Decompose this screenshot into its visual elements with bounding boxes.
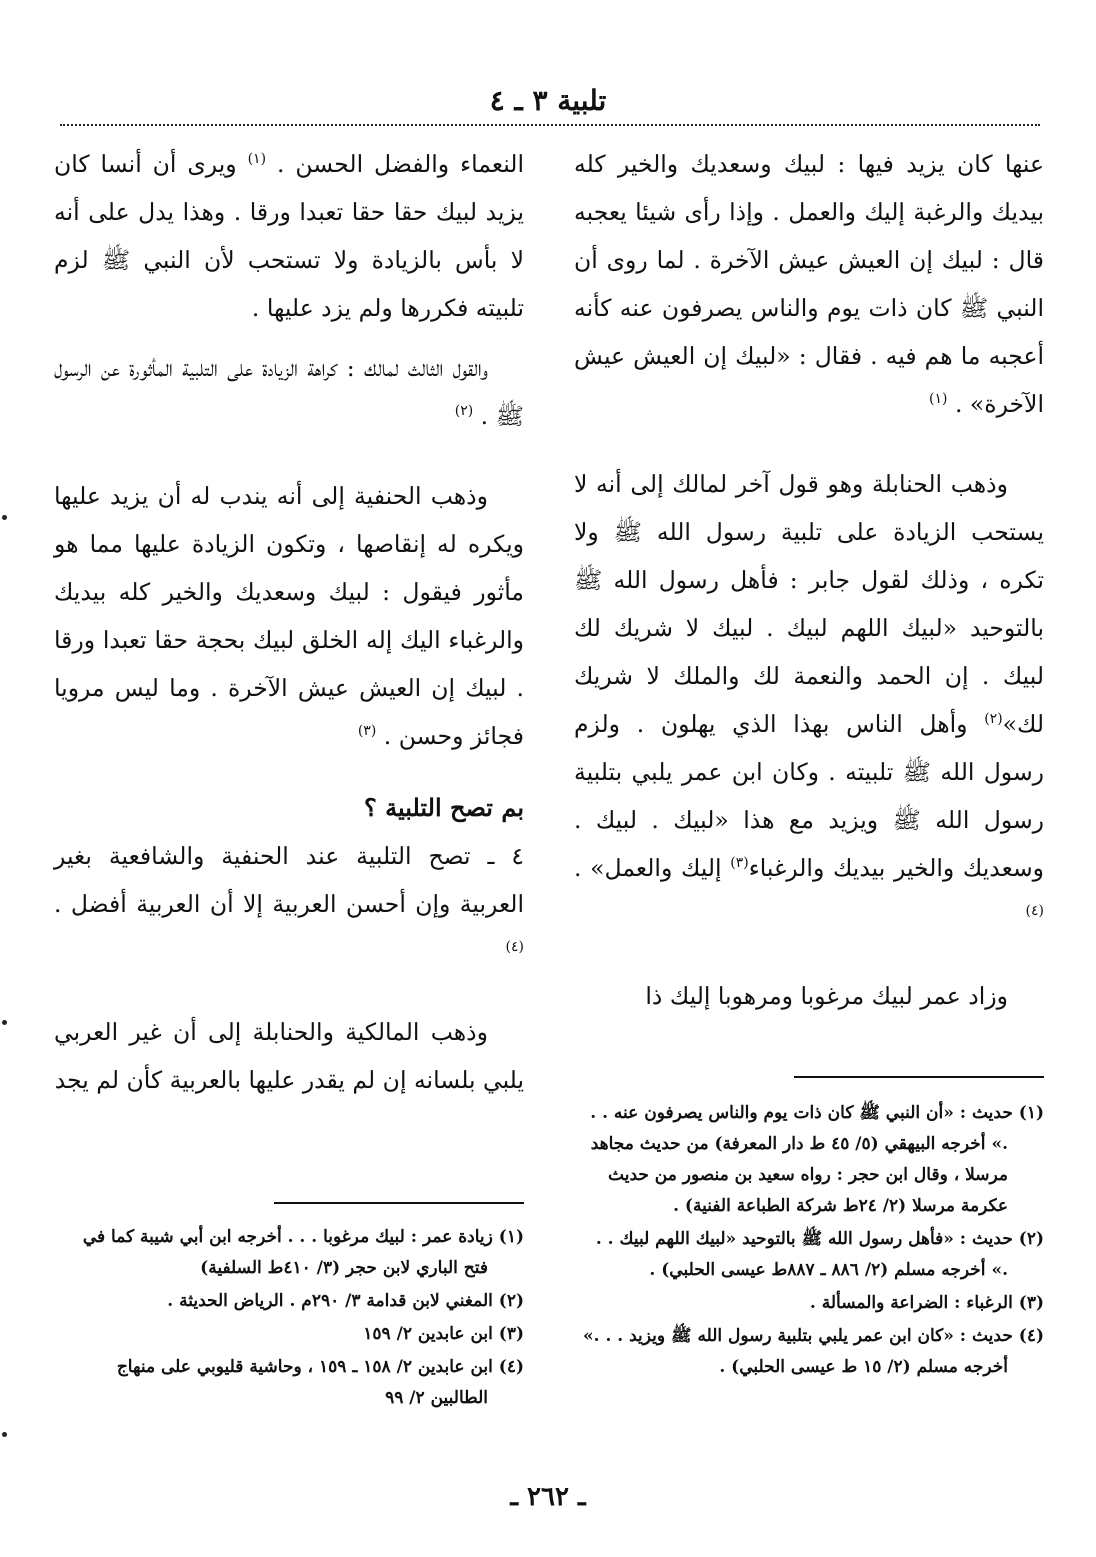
left-paragraph-3: وذهب الحنفية إلى أنه يندب له أن يزيد عليها ويكره له إنقاصها ، وتكون الزيادة عليها مما هو مأثور فيقول : لبيك وسعديك والخير كله بيديك والرغباء اليك إله الخلق لبيك بحجة حقا تعبدا ورقا . لبيك إن العيش عيش الآخرة . وما ليس مرويا فجائز وحسن . $^{(٣)}$ xyxy=(54,482,524,750)
footnotes-left xyxy=(54,1222,524,1416)
footnote-mark: (٣) xyxy=(357,723,377,740)
footnote-rule-left xyxy=(274,1202,524,1204)
header-dotted-rule xyxy=(60,124,1040,126)
page-number: ـ ٢٦٢ ـ xyxy=(510,1482,586,1512)
left-paragraph-4: ٤ ـ تصح التلبية عند الحنفية والشافعية بغير العربية وإن أحسن العربية إلا أن العربية أفضل . $^{(٤)}$ xyxy=(54,842,524,956)
footnote-item: (٢) المغني لابن قدامة ٣/ ٢٩٠م . الرياض الحديثة . xyxy=(167,1291,524,1311)
footnote-mark: (٢) xyxy=(984,711,1003,728)
right-column xyxy=(574,140,1044,1032)
left-paragraph-2: والقول الثالث لمالك : كراهة الزيادة على التلبية المأثورة عن الرسول ﷺ . $^{(٢)}$ xyxy=(54,354,524,430)
left-paragraph-1: النعماء والفضل الحسن . $^{(١)}$ ويرى أن أنسا كان يزيد لبيك حقا حقا تعبدا ورقا . وهذا يدل على أنه لا بأس بالزيادة ولا تستحب لأن النبي ﷺ لزم تلبيته فكررها ولم يزد عليها . xyxy=(54,150,524,322)
left-paragraph-5: وذهب المالكية والحنابلة إلى أن غير العربي يلبي بلسانه إن لم يقدر عليها بالعربية كأن لم يجد xyxy=(54,1018,524,1094)
footnote-item: (٢) حديث : «فأهل رسول الله ﷺ بالتوحيد «لبيك اللهم لبيك . . .» أخرجه مسلم (٢/ ٨٨٦ ـ ٨٨٧ط عيسى الحلبي) . xyxy=(595,1229,1044,1280)
page-header-title: تلبية ٣ ـ ٤ xyxy=(489,84,607,117)
right-paragraph-3: وزاد عمر لبيك مرغوبا ومرهوبا إليك ذا xyxy=(645,982,1008,1010)
footnote-item: (٤) ابن عابدين ٢/ ١٥٨ ـ ١٥٩ ، وحاشية قليوبي على منهاج الطالبين ٢/ ٩٩ xyxy=(116,1357,524,1408)
footnote-item: (٤) حديث : «كان ابن عمر يلبي بتلبية رسول الله ﷺ ويزيد . . .» أخرجه مسلم (٢/ ١٥ ط عيسى الحلبي) . xyxy=(583,1326,1044,1377)
margin-dot-mark xyxy=(2,1020,7,1025)
footnote-mark: (١) xyxy=(928,391,948,408)
footnote-mark: (٤) xyxy=(1025,903,1044,920)
footnote-mark: (١) xyxy=(247,151,267,168)
right-paragraph-1: عنها كان يزيد فيها : لبيك وسعديك والخير كله بيديك والرغبة إليك والعمل . وإذا رأى شيئا يعجبه قال : لبيك إن العيش عيش الآخرة . لما روى أن النبي ﷺ كان ذات يوم والناس يصرفون عنه كأنه أعجبه ما هم فيه . فقال : «لبيك إن العيش عيش الآخرة» . $^{(١)}$ xyxy=(574,150,1044,418)
footnote-mark: (٤) xyxy=(505,939,524,956)
left-column xyxy=(54,140,524,1116)
margin-dot-mark xyxy=(2,1432,7,1437)
footnotes-right xyxy=(574,1098,1044,1385)
right-paragraph-2: وذهب الحنابلة وهو قول آخر لمالك إلى أنه لا يستحب الزيادة على تلبية رسول الله ﷺ ولا تكره ، وذلك لقول جابر : فأهل رسول الله ﷺ بالتوحيد «لبيك اللهم لبيك . لبيك لا شريك لك لبيك . إن الحمد والنعمة لك والملك لا شريك لك»$^{(٢)}$ وأهل الناس بهذا الذي يهلون . ولزم رسول الله ﷺ تلبيته . وكان ابن عمر يلبي بتلبية رسول الله ﷺ ويزيد مع هذا «لبيك . لبيك . وسعديك والخير بيديك والرغباء$^{(٣)}$ إليك والعمل» . $^{(٤)}$ xyxy=(574,470,1044,920)
footnote-item: (١) زيادة عمر : لبيك مرغوبا . . . أخرجه ابن أبي شيبة كما في فتح الباري لابن حجر (٣/ ٤١٠ط السلفية) xyxy=(82,1227,524,1278)
footnote-item: (٣) ابن عابدين ٢/ ١٥٩ xyxy=(363,1324,524,1344)
footnote-rule-right xyxy=(794,1076,1044,1078)
footnote-mark: (٢) xyxy=(454,403,474,420)
section-heading: بم تصح التلبية ؟ xyxy=(364,793,524,822)
footnote-item: (٣) الرغباء : الضراعة والمسألة . xyxy=(809,1293,1044,1313)
footnote-mark: (٣) xyxy=(730,855,749,872)
margin-dot-mark xyxy=(2,515,7,520)
footnote-item: (١) حديث : «أن النبي ﷺ كان ذات يوم والناس يصرفون عنه . . .» أخرجه البيهقي (٥/ ٤٥ ط دار المعرفة) من حديث مجاهد مرسلا ، وقال ابن حجر : رواه سعيد بن منصور من حديث عكرمة مرسلا (٢/ ٢٤ط شركة الطباعة الفنية) . xyxy=(590,1103,1044,1216)
